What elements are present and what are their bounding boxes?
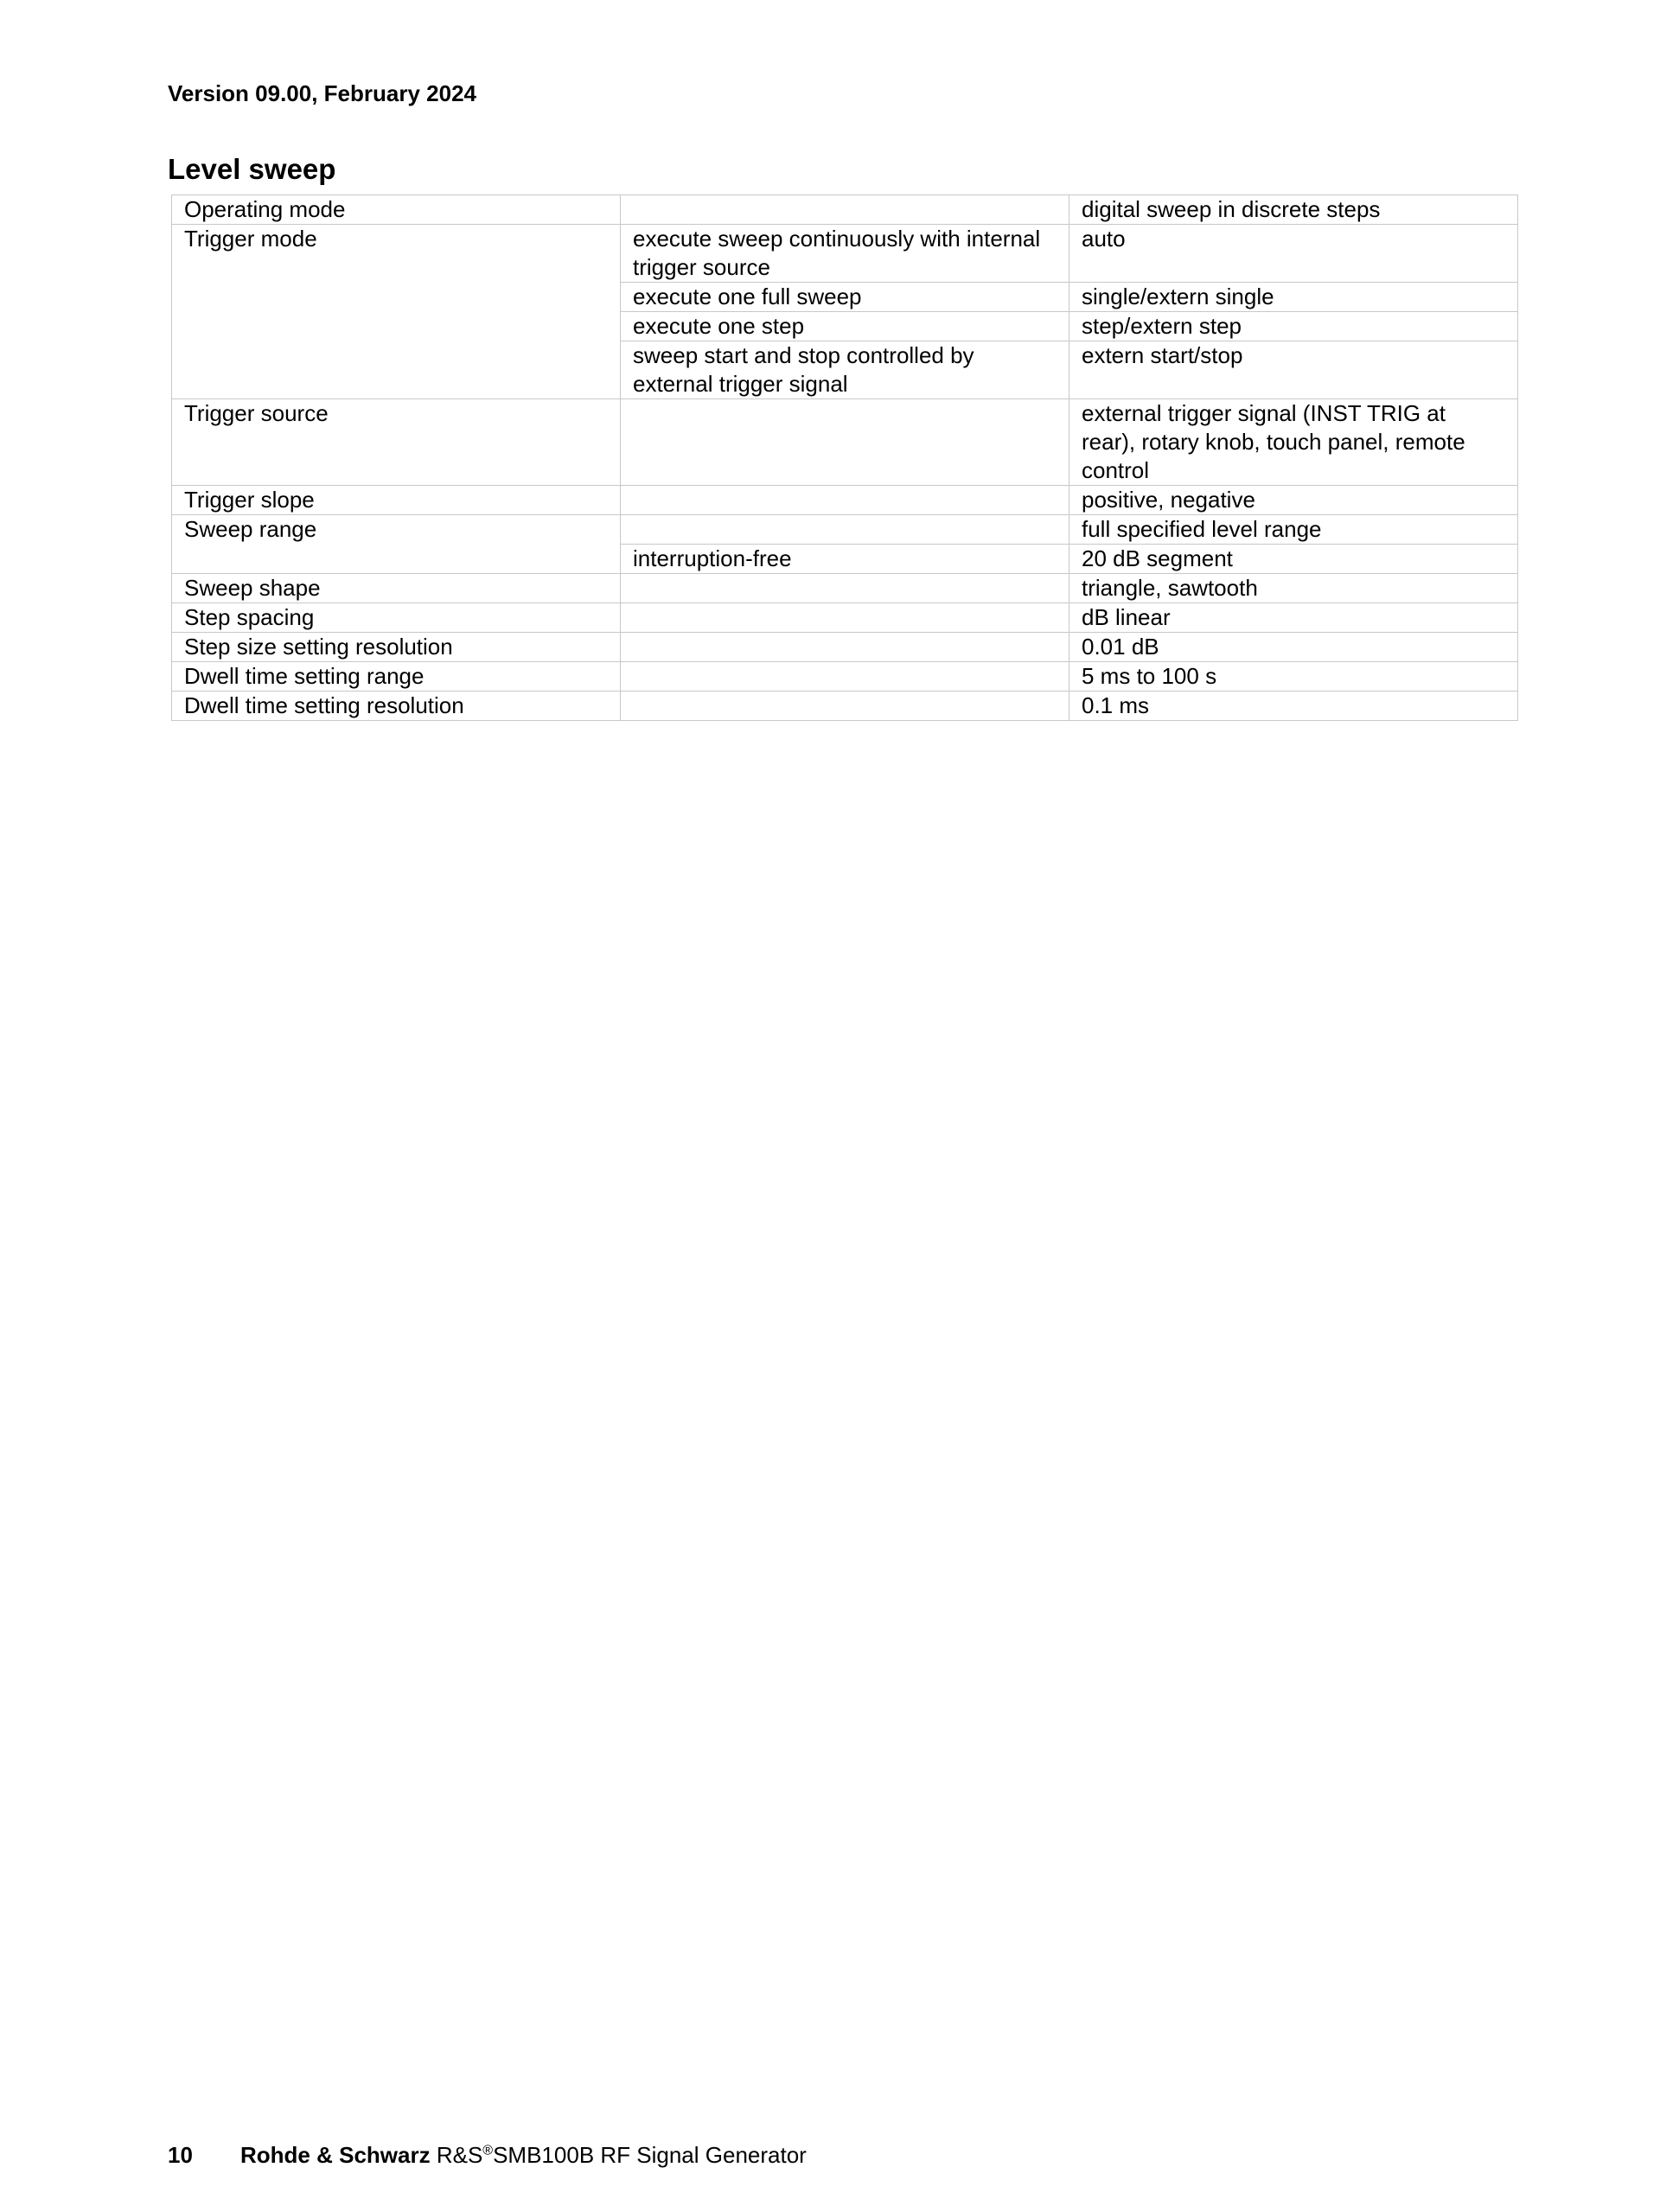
condition-cell xyxy=(621,195,1069,225)
condition-cell xyxy=(621,399,1069,486)
page-footer xyxy=(168,2141,807,2169)
condition-cell xyxy=(621,515,1069,545)
value-cell: 5 ms to 100 s xyxy=(1069,662,1518,692)
condition-cell xyxy=(621,574,1069,603)
param-cell: Trigger source xyxy=(172,399,621,486)
product-name: SMB100B RF Signal Generator xyxy=(493,2142,807,2168)
condition-cell: interruption-free xyxy=(621,545,1069,574)
param-cell: Dwell time setting range xyxy=(172,662,621,692)
value-cell: 0.01 dB xyxy=(1069,633,1518,662)
condition-cell xyxy=(621,603,1069,633)
param-cell: Sweep shape xyxy=(172,574,621,603)
condition-cell xyxy=(621,692,1069,721)
condition-cell xyxy=(621,486,1069,515)
table-row xyxy=(172,225,1518,283)
condition-cell: execute one step xyxy=(621,312,1069,341)
value-cell: dB linear xyxy=(1069,603,1518,633)
value-cell: digital sweep in discrete steps xyxy=(1069,195,1518,225)
value-cell: external trigger signal (INST TRIG at rear), rotary knob, touch panel, remote control xyxy=(1069,399,1518,486)
table-row xyxy=(172,633,1518,662)
condition-cell xyxy=(621,662,1069,692)
specification-table xyxy=(171,194,1518,721)
value-cell: single/extern single xyxy=(1069,283,1518,312)
value-cell: step/extern step xyxy=(1069,312,1518,341)
document-version: Version 09.00, February 2024 xyxy=(168,80,476,106)
param-cell: Dwell time setting resolution xyxy=(172,692,621,721)
table-row xyxy=(172,603,1518,633)
param-cell: Operating mode xyxy=(172,195,621,225)
table-row xyxy=(172,692,1518,721)
section-title: Level sweep xyxy=(168,153,336,185)
condition-cell: execute sweep continuously with internal trigger source xyxy=(621,225,1069,283)
table-row xyxy=(172,515,1518,545)
value-cell: extern start/stop xyxy=(1069,341,1518,399)
value-cell: 20 dB segment xyxy=(1069,545,1518,574)
param-cell: Trigger mode xyxy=(172,225,621,399)
value-cell: full specified level range xyxy=(1069,515,1518,545)
registered-mark: ® xyxy=(482,2143,494,2158)
company-name: Rohde & Schwarz xyxy=(240,2142,431,2168)
condition-cell xyxy=(621,633,1069,662)
table-row xyxy=(172,574,1518,603)
param-cell: Step spacing xyxy=(172,603,621,633)
param-cell: Sweep range xyxy=(172,515,621,574)
table-row xyxy=(172,399,1518,486)
product-prefix: R&S xyxy=(436,2142,483,2168)
table-row xyxy=(172,662,1518,692)
value-cell: triangle, sawtooth xyxy=(1069,574,1518,603)
param-cell: Trigger slope xyxy=(172,486,621,515)
param-cell: Step size setting resolution xyxy=(172,633,621,662)
condition-cell: execute one full sweep xyxy=(621,283,1069,312)
condition-cell: sweep start and stop controlled by external trigger signal xyxy=(621,341,1069,399)
value-cell: 0.1 ms xyxy=(1069,692,1518,721)
value-cell: positive, negative xyxy=(1069,486,1518,515)
page-number: 10 xyxy=(168,2142,193,2168)
table-row xyxy=(172,195,1518,225)
value-cell: auto xyxy=(1069,225,1518,283)
table-row xyxy=(172,486,1518,515)
